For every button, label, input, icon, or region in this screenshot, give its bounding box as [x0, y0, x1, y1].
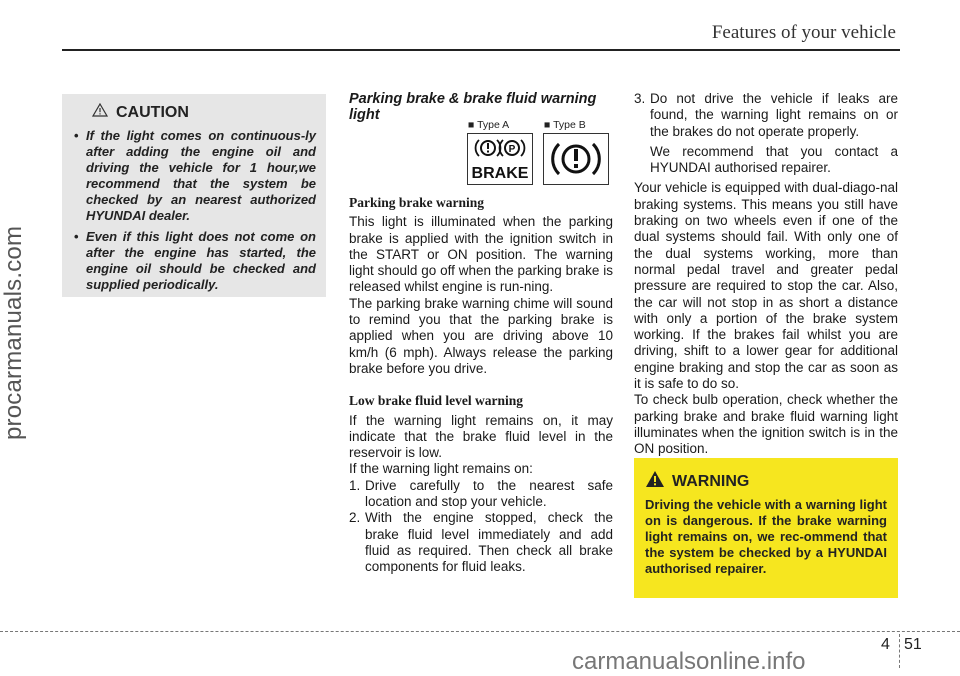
- type-a-label: ■ Type A: [468, 119, 510, 131]
- page-number-divider: [899, 634, 900, 668]
- brake-p-icon: [468, 134, 532, 184]
- parking-chime-paragraph: The parking brake warning chime will sound to remind you that the parking brake is applied when you are driving above 10 km/h (6 mph). Always release the parking brake before you drive.: [349, 295, 613, 376]
- warning-triangle-icon: [645, 470, 665, 493]
- page-header-title: Features of your vehicle: [711, 22, 896, 43]
- middle-column: [349, 91, 613, 576]
- parking-brake-heading: Parking brake warning: [349, 195, 485, 210]
- low-fluid-intro: If the warning light remains on:: [349, 461, 533, 477]
- header-rule: [62, 49, 900, 51]
- low-fluid-heading: Low brake fluid level warning: [349, 393, 524, 409]
- brake-warning-icon-type-a: [467, 133, 533, 185]
- brake-icon-text: BRAKE: [471, 165, 529, 182]
- list-item: 1. Drive carefully to the nearest safe location and stop your vehicle.: [349, 477, 613, 510]
- warning-box: [634, 458, 898, 598]
- chapter-number: 4: [881, 636, 890, 653]
- section-title: Parking brake & brake fluid warning light: [349, 91, 597, 123]
- warning-light-figure: [349, 119, 613, 191]
- caution-item: • If the light comes on continuous-ly after adding the engine oil and driving the vehicle for 1 hour,we recommend that the system be checked by an nearest authorized HYUNDAI dealer.: [72, 128, 316, 224]
- caution-item: • Even if this light does not come on after the engine has started, the engine oil should be checked and supplied periodically.: [72, 229, 316, 293]
- warning-title: WARNING: [672, 472, 750, 490]
- dual-braking-paragraph: Your vehicle is equipped with dual-diago-nal braking systems. This means you still have braking on two wheels even if one of the dual systems should fail. With only one of the dual systems working, more than normal pedal travel and greater pedal pressure are required to stop the car. Also, the car will not stop in as short a distance with only a portion of the brake system working. If the brakes fail whilst you are driving, shift to a lower gear for additional engine braking and stop the car as soon as it is safe to do so.: [634, 180, 898, 392]
- bulb-check-paragraph: To check bulb operation, check whether the parking brake and brake fluid warning light illuminates when the ignition switch is in the ON position.: [634, 392, 898, 457]
- parking-brake-paragraph: This light is illuminated when the parking brake is applied with the ignition switch in the START or ON position. The warning light should go off when the parking brake is released whilst engine is run-ning.: [349, 214, 613, 295]
- caution-header: [92, 103, 316, 122]
- svg-text:P: P: [508, 144, 516, 155]
- side-watermark: procarmanuals.com: [0, 225, 27, 440]
- page-number: 51: [904, 636, 922, 653]
- bottom-watermark: carmanualsonline.info: [572, 648, 806, 675]
- warning-header: [645, 470, 887, 493]
- caution-triangle-icon: [92, 103, 108, 122]
- footer-rule: [0, 631, 960, 632]
- warning-text: Driving the vehicle with a warning light on is dangerous. If the brake warning light remains on, we rec-ommend that the system be checked by a HYUNDAI authorised repairer.: [645, 497, 887, 576]
- list-item: 2. With the engine stopped, check the brake fluid level immediately and add fluid as required. Then check all brake components for fluid leaks.: [349, 510, 613, 575]
- type-b-label: ■ Type B: [544, 119, 586, 131]
- step3-note: We recommend that you contact a HYUNDAI authorised repairer.: [650, 143, 898, 176]
- low-fluid-paragraph: If the warning light remains on, it may indicate that the brake fluid level in the reservoir is low.: [349, 412, 613, 461]
- list-item: 3. Do not drive the vehicle if leaks are found, the warning light remains on or the brakes do not operate properly.: [634, 91, 898, 139]
- caution-box: [62, 94, 326, 297]
- brake-warning-icon-type-b: [543, 133, 609, 185]
- right-column: [634, 91, 898, 458]
- exclamation-circle-icon: [544, 134, 608, 184]
- caution-list: [72, 128, 316, 293]
- caution-title: CAUTION: [116, 103, 189, 121]
